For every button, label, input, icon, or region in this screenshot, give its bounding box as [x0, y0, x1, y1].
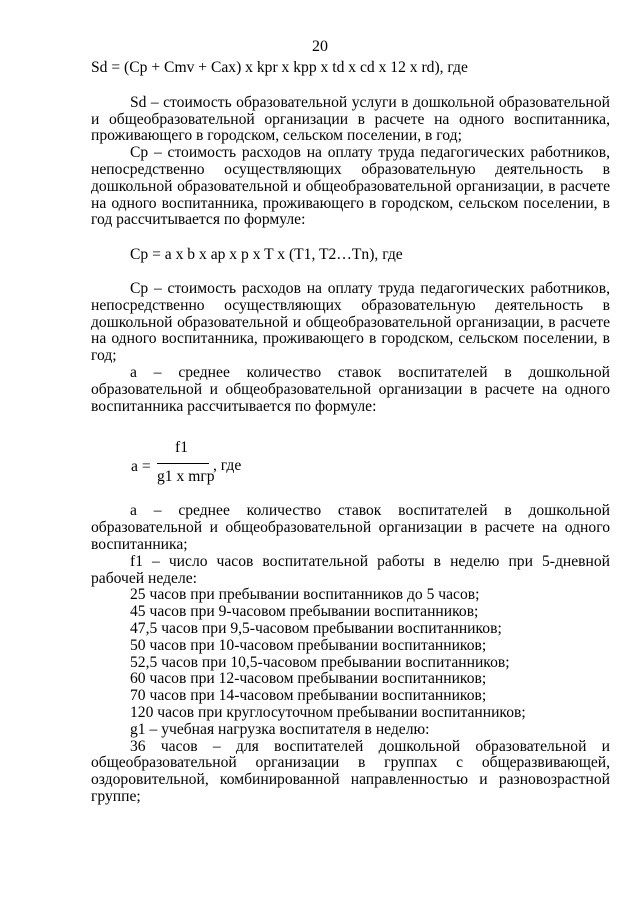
list-item: 47,5 часов при 9,5-часовом пребывании воспитанников; [130, 619, 502, 637]
formula-sd: Sd = (Cp + Cmv + Cax) x kpr x kpp x td x cd x 12 x rd), где [91, 59, 468, 76]
list-item: 52,5 часов при 10,5-часовом пребывании воспитанников; [130, 653, 510, 671]
paragraph-def-g1: g1 – учебная нагрузка воспитателя в неделю: [130, 720, 430, 738]
formula-a-lhs: a = [131, 458, 151, 476]
paragraph-def-cp: Cp – стоимость расходов на оплату труда педагогических работников, непосредственно осуществляющих образовательную деятельность в дошкольной образовательной и общеобразовательной организации, в расчете на одного воспитанника, проживающего в городском, сельском поселении, в год рассчитывается по формуле: [91, 144, 610, 229]
paragraph-def-a: a – среднее количество ставок воспитателей в дошкольной образовательной и общеобразовательной организации в расчете на одного воспитанника рассчитывается по формуле: [91, 363, 610, 415]
page-number: 20 [312, 38, 328, 55]
list-item: 120 часов при круглосуточном пребывании воспитанников; [130, 703, 526, 721]
paragraph-def-a-2: a – среднее количество ставок воспитателей в дошкольной образовательной и общеобразовательной организации в расчете на одного воспитанника; [91, 502, 610, 553]
paragraph-def-cp-2: Cp – стоимость расходов на оплату труда педагогических работников, непосредственно осуществляющих образовательную деятельность в дошкольной образовательной и общеобразовательной организации, в расчете на одного воспитанника, проживающего в городском, сельском поселении, в год; [91, 279, 610, 365]
list-item: 45 часов при 9-часовом пребывании воспитанников; [130, 603, 479, 621]
list-item: 60 часов при 12-часовом пребывании воспитанников; [130, 670, 487, 688]
formula-cp: Cp = a x b x ap x p x T x (T1, T2…Tn), где [130, 246, 403, 264]
list-item: 50 часов при 10-часовом пребывании воспитанников; [130, 636, 487, 654]
formula-a-tail: , где [213, 457, 242, 475]
formula-a-denominator: g1 x mгр [157, 468, 215, 486]
list-item: 25 часов при пребывании воспитанников до 5 часов; [130, 586, 480, 604]
fraction-bar [157, 463, 209, 464]
formula-a [91, 435, 610, 495]
paragraph-def-f1: f1 – число часов воспитательной работы в неделю при 5-дневной рабочей неделе: [91, 552, 610, 587]
document-body [91, 60, 610, 806]
hours-list [91, 587, 610, 721]
formula-a-numerator: f1 [175, 439, 188, 457]
list-item: 70 часов при 14-часовом пребывании воспитанников; [130, 687, 487, 705]
paragraph-def-36: 36 часов – для воспитателей дошкольной образовательной и общеобразовательной организации в группах с общеразвивающей, оздоровительной, комбинированной направленностью и разновозрастной группе; [91, 737, 610, 805]
paragraph-def-sd: Sd – стоимость образовательной услуги в дошкольной образовательной и общеобразовательной организации в расчете на одного воспитанника, проживающего в городском, сельском поселении, в год; [91, 93, 610, 145]
